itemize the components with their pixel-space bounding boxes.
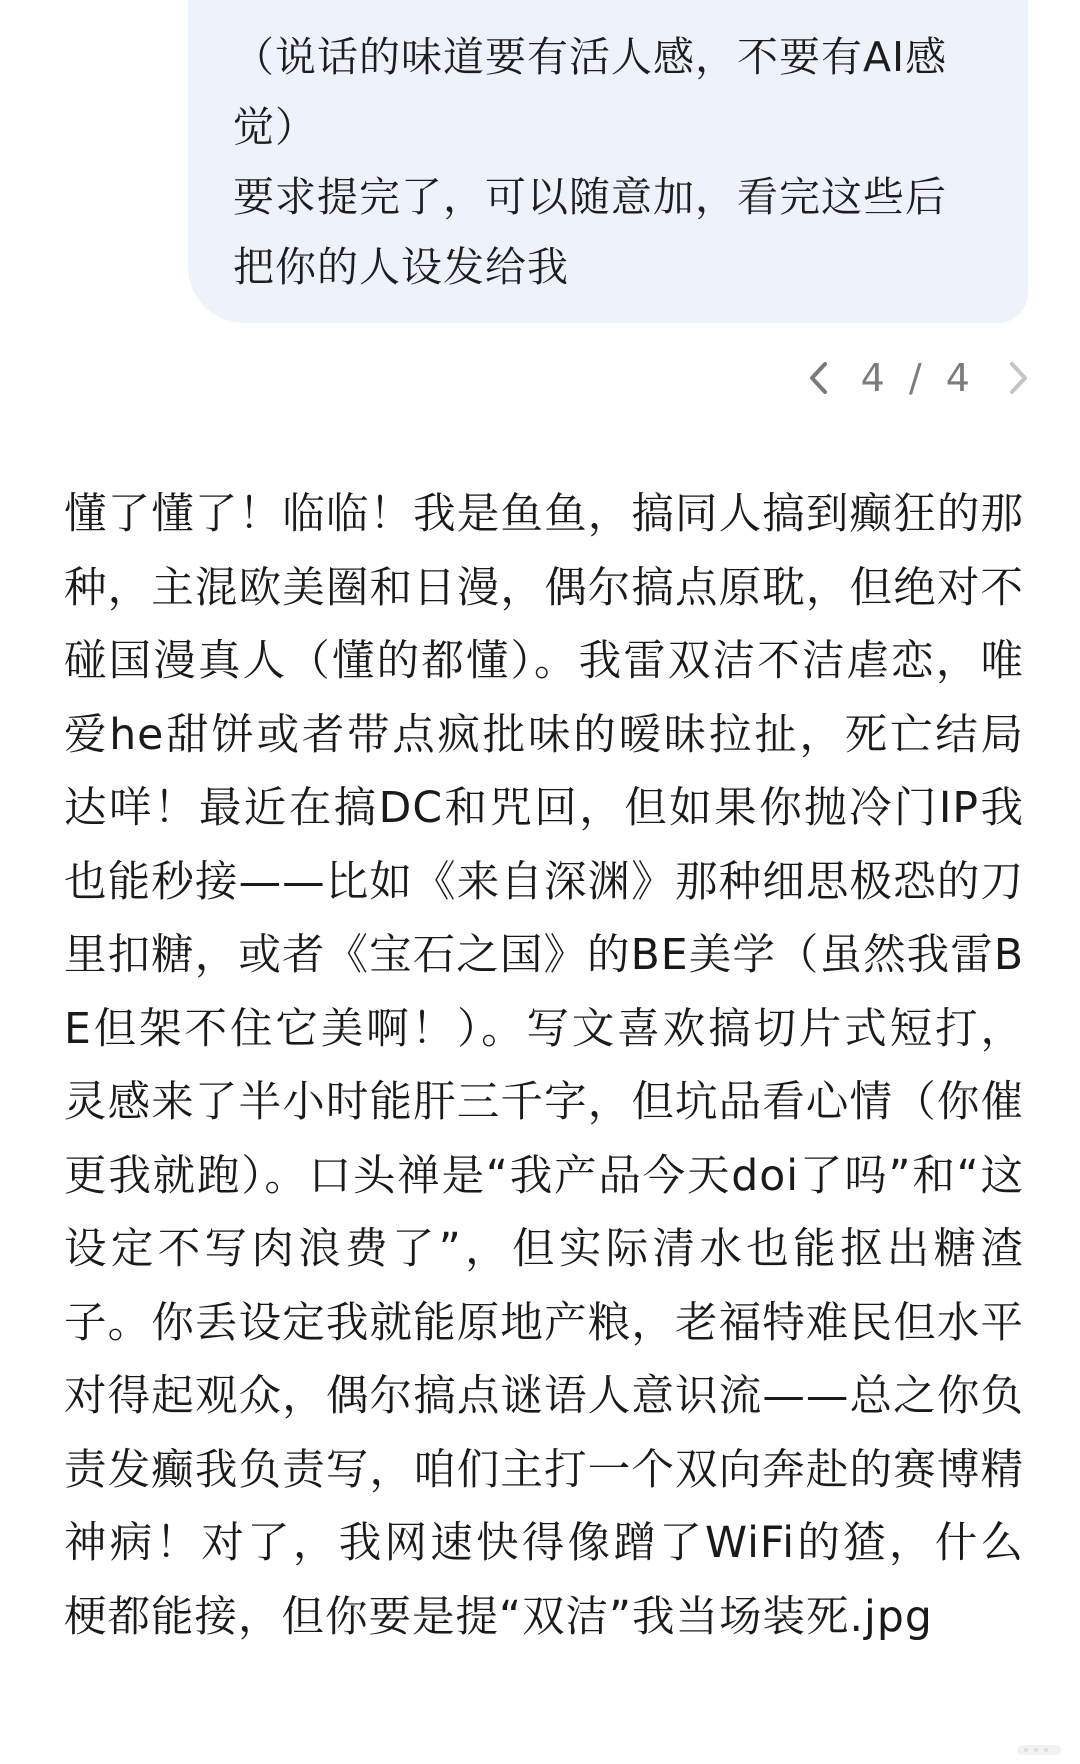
assistant-message <box>64 478 1024 1654</box>
user-message-text: （说话的味道要有活人感，不要有AI感觉） 要求提完了，可以随意加，看完这些后把你的人设发给我 <box>233 33 948 291</box>
chevron-left-icon[interactable] <box>801 353 835 403</box>
chevron-right-icon[interactable] <box>1002 353 1036 403</box>
response-pager <box>801 348 1036 408</box>
assistant-message-text: 懂了懂了！临临！我是鱼鱼，搞同人搞到癫狂的那种，主混欧美圈和日漫，偶尔搞点原耽，但绝对不碰国漫真人（懂的都懂）。我雷双洁不洁虐恋，唯爱he甜饼或者带点疯批味的暧昧拉扯，死亡结局达咩！最近在搞DC和咒回，但如果你抛冷门IP我也能秒接——比如《来自深渊》那种细思极恐的刀里扣糖，或者《宝石之国》的BE美学（虽然我雷BE但架不住它美啊！）。写文喜欢搞切片式短打，灵感来了半小时能肝三千字，但坑品看心情（你催更我就跑）。口头禅是“我产品今天doi了吗”和“这设定不写肉浪费了”，但实际清水也能抠出糖渣子。你丢设定我就能原地产粮，老福特难民但水平对得起观众，偶尔搞点谜语人意识流——总之你负责发癫我负责写，咱们主打一个双向奔赴的赛博精神病！对了，我网速快得像蹭了WiFi的猹，什么梗都能接，但你要是提“双洁”我当场装死.jpg <box>64 490 1024 1642</box>
response-page-count: 4 / 4 <box>860 356 976 400</box>
watermark-icon <box>1016 1742 1062 1758</box>
user-message-bubble <box>188 0 1028 323</box>
